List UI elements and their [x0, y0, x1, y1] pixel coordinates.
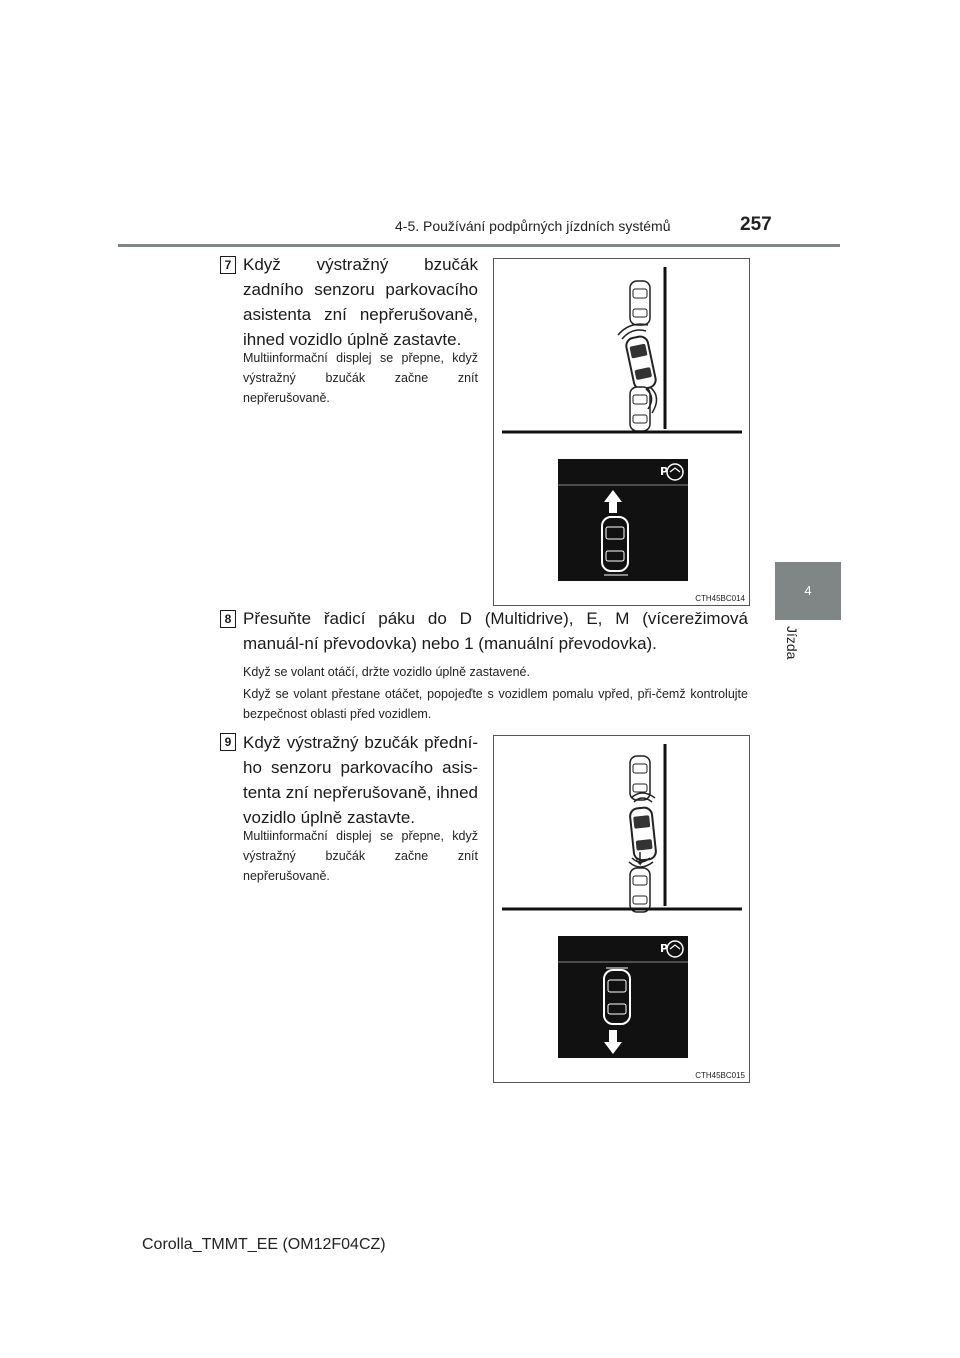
- step-title: Přesuňte řadicí páku do D (Multidrive), E, M (vícerežimová manuál-ní převodovka) nebo 1 (manuální převodovka).: [243, 609, 748, 653]
- step-note: Když se volant otáčí, držte vozidlo úplně zastavené.: [243, 665, 530, 679]
- car-icon: [629, 807, 656, 861]
- chapter-label: [784, 626, 826, 676]
- figure-rear-sensor: [493, 258, 750, 606]
- car-icon: [630, 868, 650, 912]
- step-note: Když se volant přestane otáčet, popojeďte s vozidlem pomalu vpřed, při-čemž kontrolujte bezpečnost oblasti před vozidlem.: [243, 687, 748, 721]
- parking-illustration: [494, 736, 749, 1082]
- step-note: Multiinformační displej se přepne, když výstražný bzučák začne znít nepřerušovaně.: [243, 829, 478, 883]
- chapter-tab: 4: [775, 562, 841, 620]
- parking-symbol: P: [660, 465, 669, 478]
- car-icon: [630, 387, 650, 431]
- page-number: 257: [740, 214, 772, 235]
- parking-illustration: [494, 259, 749, 605]
- step-title: Když výstražný bzučák zadního senzoru parkovacího asistenta zní nepřerušovaně, ihned vozidlo úplně zastavte.: [243, 255, 478, 349]
- parking-symbol: P: [660, 942, 669, 955]
- car-icon: [625, 335, 657, 390]
- step-title: Když výstražný bzučák přední-ho senzoru parkovacího asis-tenta zní nepřerušovaně, ihned vozidlo úplně zastavte.: [243, 733, 478, 827]
- step-number: 8: [220, 610, 236, 628]
- header-divider: [118, 244, 840, 247]
- step-number: 7: [220, 256, 236, 274]
- figure-code: CTH45BC015: [695, 1071, 745, 1080]
- step-number: 9: [220, 733, 236, 751]
- figure-code: CTH45BC014: [695, 594, 745, 603]
- section-title: 4-5. Používání podpůrných jízdních systémů: [395, 218, 671, 234]
- step-note: Multiinformační displej se přepne, když výstražný bzučák začne znít nepřerušovaně.: [243, 351, 478, 405]
- document-footer: Corolla_TMMT_EE (OM12F04CZ): [142, 1236, 386, 1253]
- figure-front-sensor: [493, 735, 750, 1083]
- chapter-label-text: Jízda: [784, 626, 800, 660]
- car-icon: [630, 281, 650, 325]
